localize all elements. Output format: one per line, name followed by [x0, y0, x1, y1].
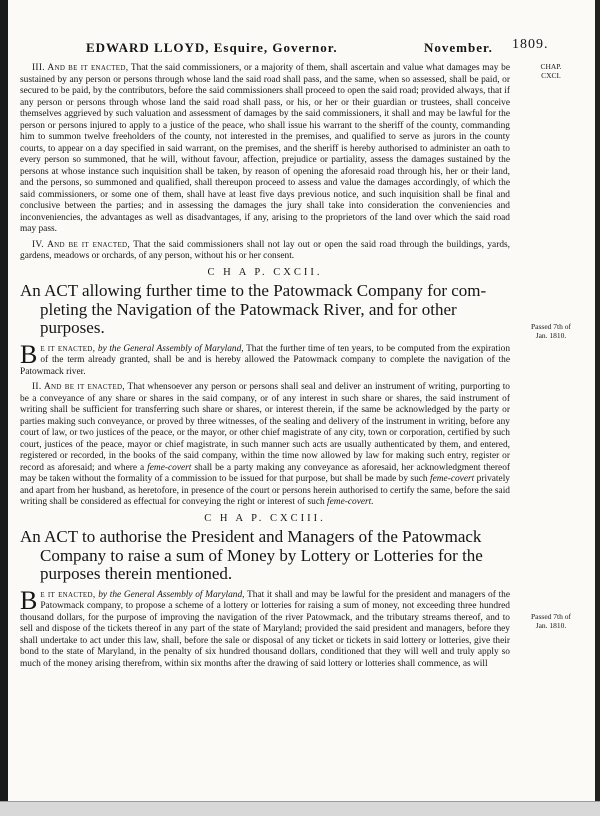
italic-phrase: feme-covert.: [327, 497, 374, 507]
section-text: shall be a party making any conveyance as aforesaid, her acknowledgment thereof may be taken without the formality of a commission to be issued for that purpose, but shall be made by such: [20, 462, 511, 484]
header-month: November.: [424, 40, 493, 55]
act-title: [20, 528, 510, 584]
drop-cap: B: [20, 339, 38, 369]
italic-phrase: by the General Assembly of Maryland,: [98, 589, 245, 600]
italic-phrase: feme-covert: [147, 462, 192, 473]
margin-note-passed: Passed 7th of Jan. 1810.: [531, 322, 571, 340]
section-text: That whensoever any person or persons shall seal and deliver an instrument of writing, purporting to be a conveyance of any share or shares in the said company, or of any interest in such share or shares, the said instrument of writing shall be sufficient for transferring such share or shares, or interest therein, if the same be acknowledged by the party or parties making such conveyance, or proved by three witnesses, of the sealing and delivery of the instrument in writing, before any court of law, or two justices of the peace, or the mayor, or other chief magistrate of any city, town or corporation, certified by such court, justices of the peace, mayor or chief magistrate, in such manner such acts are usually authenticated by them, and entered, registered or recorded, in the books of the said company, within the time now allowed by law for making such entry, register or record as aforesaid; and where a: [20, 382, 510, 473]
section-lead: e it enacted,: [40, 589, 96, 600]
section-lead: II. And be it enacted,: [32, 382, 125, 392]
section-text: That the said commissioners shall not lay out or open the said road through the buildings, yards, gardens, meadows or orchards, of any person, without his or her consent.: [20, 239, 510, 261]
drop-cap: B: [20, 585, 38, 615]
chapter-heading: C H A P. CXCIII.: [204, 512, 326, 524]
section-paragraph: [20, 585, 511, 671]
section-paragraph: [20, 382, 510, 509]
header-title: EDWARD LLOYD, Esquire, Governor.: [86, 40, 338, 55]
scan-right-edge: [595, 0, 600, 816]
header-year: 1809.: [512, 37, 549, 52]
section-lead: III. And be it enacted,: [32, 63, 129, 73]
section-paragraph: [20, 339, 511, 379]
section-text: That the further time of ten years, to be computed from the expiration of the term already granted, shall be and is hereby allowed the Patowmack company to complete the navigation of the Patowmack river.: [20, 343, 511, 377]
act-title: [20, 282, 510, 338]
act-title-continued: pleting the Navigation of the Patowmack River, and for other purposes.: [40, 299, 457, 337]
margin-note-chap: CHAP. CXCI.: [540, 62, 562, 80]
section-lead: IV. And be it enacted,: [32, 239, 131, 250]
scan-left-edge: [0, 0, 8, 816]
italic-phrase: by the General Assembly of Maryland,: [97, 343, 244, 354]
act-title-line: An ACT allowing further time to the Patowmack Company for com-: [20, 281, 487, 300]
section-lead: e it enacted,: [40, 343, 96, 354]
section-text: That the said commissioners, or a majority of them, shall ascertain and value what damages may be sustained by any person or persons through whose land the said road shall pass, and the same, when so assessed, shall be paid, or secured to be paid, by the contributors, before the said commissioners shall proceed to open the said road; provided always, that if any person or persons through whose land the said road shall pass, or his, or her or their guardian or trustees, shall conceive themselves aggrieved by such valuation and assessment of damages by the said commissioners, it shall and may be lawful for the person or persons injured to apply to a justice of the peace, who shall issue his warrant to the sheriff of the county, commanding him to summon twelve freeholders of the county, not interested in the premises, and qualified to serve as jurors in the county courts, to appear on a day specified in said warrant, on the premises, and the sheriff is hereby authorised to administer an oath to every person so summoned, that he will, without favour, affection, prejudice or partiality, assess the damages sustained by the persons at whose instance such inquisition shall be taken, by reason of opening the aforesaid road through his, her or their land, and the persons, so summoned and qualified, shall thereupon proceed to assess and value the damages accordingly, of which the said commissioners, or some one of them, shall have at least five days previous notice, and such inquisition shall be final and conclusive between the parties; and in assessing the damages the jury shall take into consideration the conveniencies and inconveniencies, the advantages as well as disadvantages, if any, arising to the proprietors of the land over which the said road may pass.: [20, 63, 511, 234]
running-header: [86, 37, 556, 56]
act-title-continued: Company to raise a sum of Money by Lottery or Lotteries for the purposes therein mentioned.: [40, 545, 483, 583]
margin-note-passed: Passed 7th of Jan. 1810.: [531, 612, 571, 630]
document-body: [20, 63, 510, 674]
section-paragraph: [20, 240, 510, 263]
chapter-heading: C H A P. CXCII.: [207, 266, 323, 278]
scan-bottom-edge: [0, 801, 600, 816]
act-title-line: An ACT to authorise the President and Managers of the Patowmack: [20, 527, 482, 546]
section-text: That it shall and may be lawful for the president and managers of the Patowmack company, to propose a scheme of a lottery or lotteries for raising a sum of money, not exceeding three hundred thousand dollars, for the purpose of improving the navigation of the river Patowmack, and the tributary streams thereof, and to sell and dispose of the tickets thereof in any part of the state of Maryland; provided the said president and managers, before they shall undertake to act under this law, shall, before the sale or disposal of any ticket or tickets in said lottery or lotteries, give their bond to the state of Maryland, in the penalty of six hundred thousand dollars, conditioned that they will well and truly apply so much of the money arising therefrom, within six months after the drawing of said lottery or lotteries shall commence, as will: [20, 589, 511, 669]
section-paragraph: [20, 63, 510, 236]
italic-phrase: feme-covert: [430, 474, 475, 484]
section-text: privately and apart from her husband, as heretofore, in presence of the court or persons herein authorised to certify the same, before the said writing shall be considered as effectual for conveying the right or interest of such: [20, 474, 510, 507]
